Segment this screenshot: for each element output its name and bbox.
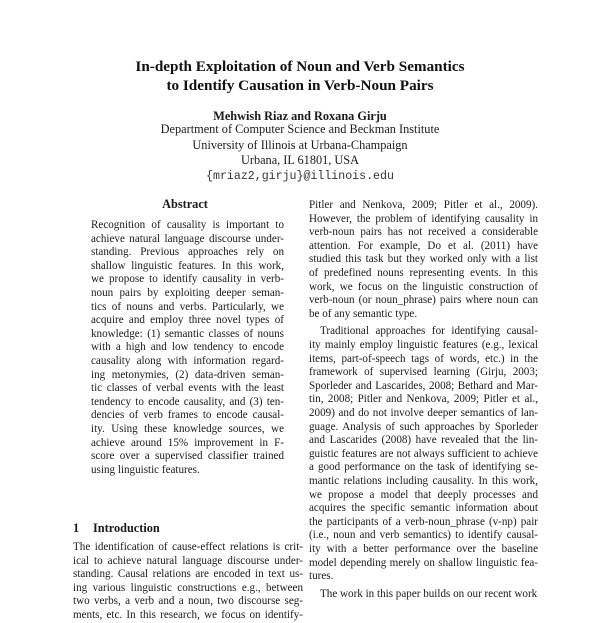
affiliation-line: Department of Computer Science and Beckman Institute — [160, 122, 440, 136]
text-line: of predefined nouns representing events. In this — [309, 267, 538, 279]
text-line: the participants of a verb-noun_phrase (v-np) pair — [309, 515, 538, 528]
text-line: 2009) and do not involve deeper semantics of lan- — [309, 407, 538, 419]
text-line: items, part-of-speech tags of words, etc.) in the — [309, 352, 538, 365]
text-line: achieve natural language discourse under- — [91, 232, 284, 245]
text-line: (i.e., noun and verb semantics) to identify causal- — [309, 529, 538, 542]
text-line: with a high and low tendency to encode — [91, 341, 284, 354]
text-line: tin, 2008; Pitler and Nenkova, 2009; Pitler et al., — [309, 393, 538, 406]
text-line: Traditional approaches for identifying causal- — [320, 325, 538, 338]
text-line: score over a supervised classifier trained — [91, 450, 284, 463]
text-line: guage. Analysis of such approaches by Sporleder — [309, 420, 538, 433]
affiliation — [0, 122, 600, 184]
section-number: 1 — [73, 521, 80, 535]
text-line: ical to achieve natural language discourse under- — [73, 554, 303, 567]
text-line: The identification of cause-effect relations is crit- — [73, 541, 303, 553]
text-line: work, we focus on the linguistic construction of — [309, 280, 538, 293]
text-line: guistic features are not always sufficient to achieve — [309, 447, 538, 460]
text-line: knowledge: (1) semantic classes of nouns — [91, 327, 284, 340]
text-line: However, the problem of identifying causality in — [309, 212, 538, 225]
text-line: model depending merely on shallow linguistic fea- — [309, 556, 538, 569]
text-line: acquire and employ three novel types of — [91, 314, 284, 327]
text-line: tics of nouns and verbs. Particularly, we — [91, 300, 284, 313]
text-line: ity mainly employ linguistic features (e.g., lexical — [309, 339, 538, 351]
text-line: causality along with information regard- — [91, 355, 284, 367]
text-line: noun pairs by exploiting deeper seman- — [91, 287, 284, 299]
text-line: tendency to encode causality, and (3) ten- — [91, 395, 284, 408]
text-line: Recognition of causality is important to — [91, 219, 284, 231]
text-line: Pitler and Nenkova, 2009; Pitler et al., 2009). — [309, 199, 538, 211]
section-title: Introduction — [93, 521, 160, 535]
text-line: framework of supervised learning (Girju, 2003; — [309, 366, 538, 379]
author-email: {mriaz2,girju}@illinois.edu — [206, 169, 394, 183]
text-line: ments, etc. In this research, we focus on identify- — [73, 609, 303, 621]
text-line: a good performance on the task of identifying se- — [309, 461, 538, 474]
text-line: ity. Using these knowledge sources, we — [91, 423, 284, 435]
text-line: standing. Previous approaches rely on — [91, 246, 284, 259]
text-line: attention. For example, Do et al. (2011) have — [309, 239, 538, 252]
text-line: tures. — [309, 570, 334, 583]
paper-title — [0, 57, 600, 95]
text-line: tic classes of verbal events with the least — [91, 382, 284, 395]
text-line: dencies of verb frames to encode causal- — [91, 409, 284, 422]
text-line: and Lascarides (2008) have revealed that the lin- — [309, 434, 538, 447]
affiliation-line: University of Illinois at Urbana-Champaign — [192, 137, 408, 152]
text-line: verb-noun pairs has not received a considerable — [309, 226, 538, 239]
text-line: standing. Causal relations are encoded in text us- — [73, 568, 303, 581]
text-line: we propose a model that deeply processes and — [309, 488, 538, 501]
affiliation-line: Urbana, IL 61801, USA — [240, 153, 360, 168]
text-line: mantic relations including causality. In this work, — [309, 475, 538, 487]
text-line: studied this task but they worked only with a list — [309, 253, 538, 266]
section-heading-introduction — [73, 521, 160, 536]
text-line: acquires the specific semantic information about — [309, 502, 538, 515]
abstract-heading: Abstract — [162, 197, 208, 211]
text-line: Sporleder and Lascarides, 2008; Bethard and Mar- — [309, 379, 538, 392]
text-line: shallow linguistic features. In this work, — [91, 259, 284, 272]
text-line: ing various linguistic constructions e.g., between — [73, 581, 303, 594]
text-line: using linguistic features. — [91, 463, 200, 476]
text-line: we propose to identify causality in verb- — [91, 273, 284, 286]
text-line: ing metonymies, (2) data-driven seman- — [91, 368, 284, 381]
text-line: verb-noun (or noun_phrase) pairs where noun can — [309, 294, 538, 307]
text-line: two verbs, a verb and a noun, two discourse seg- — [73, 595, 303, 608]
text-line: ity with a better performance over the baseline — [309, 543, 538, 555]
title-line: In-depth Exploitation of Noun and Verb Semantics — [135, 58, 465, 75]
authors: Mehwish Riaz and Roxana Girju — [213, 109, 387, 123]
text-line: achieve around 15% improvement in F- — [91, 436, 284, 449]
title-line: to Identify Causation in Verb-Noun Pairs — [166, 77, 434, 94]
text-line: The work in this paper builds on our recent work — [320, 587, 538, 600]
text-line: be of any semantic type. — [309, 307, 418, 320]
